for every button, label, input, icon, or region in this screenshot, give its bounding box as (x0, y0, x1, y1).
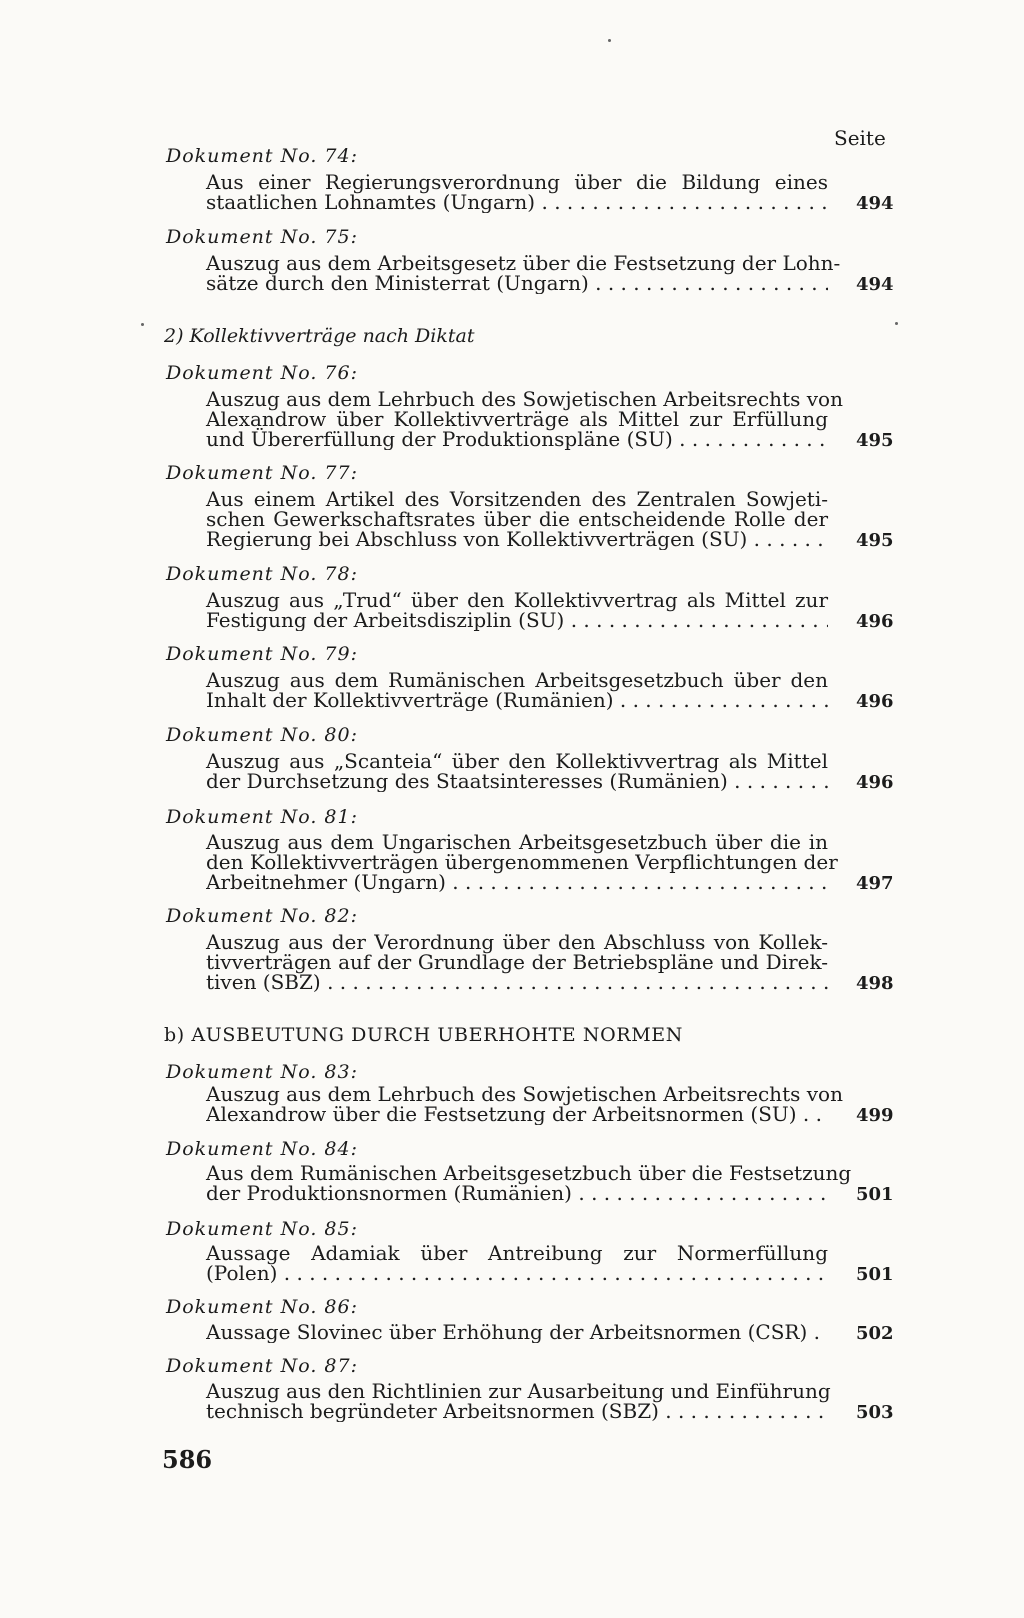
entry-description-line: und Übererfüllung der Produktionspläne (SU) . . . (206, 428, 828, 450)
entry-description-line: Regierung bei Abschluss von Kollektivverträgen (SU) . . . (206, 528, 828, 550)
page-reference: 499 (856, 1105, 894, 1127)
page-reference: 494 (856, 193, 894, 215)
document-label: Dokument No. 76: (166, 362, 358, 384)
entry-description-line: schen Gewerkschaftsrates über die entscheidende Rolle der (206, 507, 828, 532)
entry-description-line: Auszug aus den Richtlinien zur Ausarbeitung und Einführung (206, 1379, 831, 1403)
entry-description-line: Arbeitnehmer (Ungarn) . . . (206, 871, 828, 893)
page-reference: 496 (856, 611, 894, 633)
page-reference: 501 (856, 1184, 894, 1206)
section-heading-ausbeutung: b) AUSBEUTUNG DURCH UBERHOHTE NORMEN (164, 1024, 683, 1046)
entry-description-line: Alexandrow über die Festsetzung der Arbeitsnormen (SU) . . . (206, 1103, 828, 1125)
document-label: Dokument No. 84: (166, 1138, 358, 1160)
document-label: Dokument No. 74: (166, 145, 358, 167)
entry-description-line: Inhalt der Kollektivverträge (Rumänien) . . . (206, 689, 828, 711)
entry-description-line: Auszug aus dem Lehrbuch des Sowjetischen Arbeitsrechts von (206, 1082, 843, 1106)
entry-description-line: Auszug aus der Verordnung über den Abschluss von Kollek- (206, 930, 828, 954)
document-label: Dokument No. 80: (166, 724, 358, 746)
entry-description-line: Festigung der Arbeitsdisziplin (SU) . . . (206, 609, 828, 631)
page-reference: 503 (856, 1402, 894, 1424)
entry-description-line: Aus einer Regierungsverordnung über die Bildung eines (206, 170, 828, 194)
entry-description-line: tivverträgen auf der Grundlage der Betriebspläne und Direk- (206, 950, 828, 975)
entry-description-line: der Produktionsnormen (Rumänien) . . . (206, 1182, 828, 1204)
entry-description-line: Auszug aus dem Arbeitsgesetz über die Festsetzung der Lohn- (206, 251, 841, 275)
document-label: Dokument No. 85: (166, 1218, 358, 1240)
entry-description-line: sätze durch den Ministerrat (Ungarn) . . . (206, 272, 828, 294)
page-reference: 502 (856, 1323, 894, 1344)
page-reference: 496 (856, 691, 894, 713)
page-reference: 496 (856, 772, 894, 794)
section-heading-kollektivvertraege: 2) Kollektivverträge nach Diktat (164, 325, 475, 347)
document-label: Dokument No. 78: (166, 563, 358, 585)
page-reference: 495 (856, 530, 894, 552)
page-number: 586 (162, 1445, 213, 1474)
scan-speck (608, 39, 611, 42)
entry-description-line: tiven (SBZ) . . . (206, 971, 828, 993)
entry-description-line: staatlichen Lohnamtes (Ungarn) . . . (206, 191, 828, 213)
entry-description-line: Auszug aus dem Rumänischen Arbeitsgesetzbuch über den (206, 668, 828, 692)
entry-description-line: Aus einem Artikel des Vorsitzenden des Zentralen Sowjeti- (206, 487, 828, 511)
page-reference: 498 (856, 973, 894, 995)
page-reference: 495 (856, 430, 894, 452)
document-label: Dokument No. 79: (166, 643, 358, 665)
entry-description-line: den Kollektivverträgen übergenommenen Verpflichtungen der (206, 850, 838, 875)
page-reference: 501 (856, 1264, 894, 1286)
entry-description-line: Auszug aus dem Ungarischen Arbeitsgesetzbuch über die in (206, 830, 828, 854)
entry-description-line: der Durchsetzung des Staatsinteresses (Rumänien) . . . (206, 770, 828, 792)
entry-description-line: technisch begründeter Arbeitsnormen (SBZ) . . . (206, 1400, 828, 1422)
entry-description-line: Aus dem Rumänischen Arbeitsgesetzbuch über die Festsetzung (206, 1161, 852, 1185)
document-label: Dokument No. 86: (166, 1296, 358, 1318)
entry-description-line: Aussage Adamiak über Antreibung zur Normerfüllung (206, 1241, 828, 1265)
entry-description-line: Auszug aus dem Lehrbuch des Sowjetischen Arbeitsrechts von (206, 387, 843, 411)
page-reference: 497 (856, 873, 894, 895)
entry-description-line: (Polen) . . . (206, 1262, 828, 1284)
document-label: Dokument No. 77: (166, 462, 358, 484)
scan-speck (141, 323, 144, 326)
scan-speck (895, 322, 898, 325)
document-label: Dokument No. 87: (166, 1355, 358, 1377)
entry-description-line: Auszug aus „Scanteia“ über den Kollektivvertrag als Mittel (206, 749, 828, 773)
entry-description-line: Auszug aus „Trud“ über den Kollektivvertrag als Mittel zur (206, 588, 828, 612)
entry-description-line: Alexandrow über Kollektivverträge als Mittel zur Erfüllung (206, 407, 828, 432)
document-label: Dokument No. 82: (166, 905, 358, 927)
page-reference: 494 (856, 274, 894, 296)
document-label: Dokument No. 81: (166, 806, 358, 828)
document-label: Dokument No. 83: (166, 1061, 358, 1083)
entry-description-line: Aussage Slovinec über Erhöhung der Arbeitsnormen (CSR) . . . (206, 1321, 828, 1343)
seite-column-label: Seite (834, 126, 886, 150)
document-label: Dokument No. 75: (166, 226, 358, 248)
